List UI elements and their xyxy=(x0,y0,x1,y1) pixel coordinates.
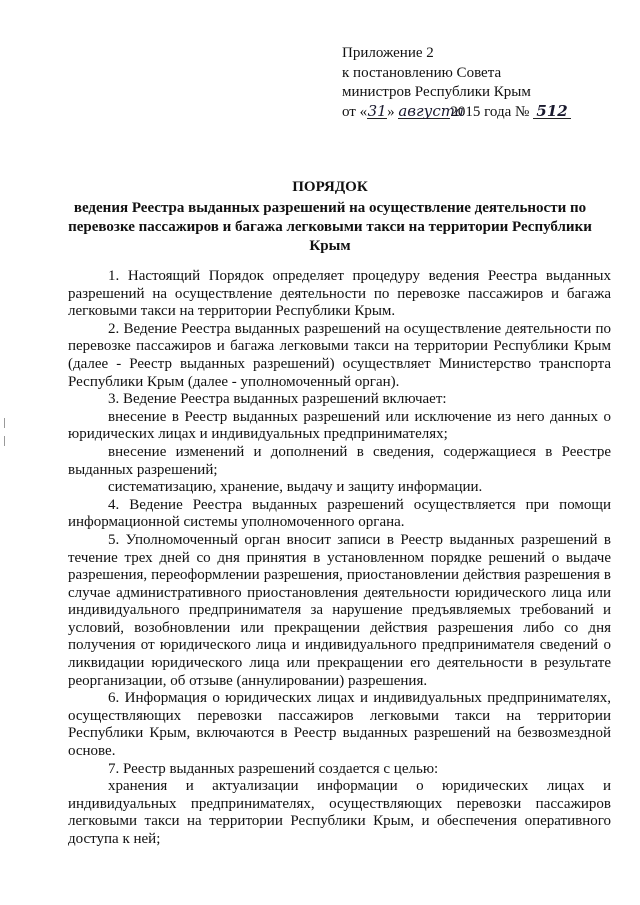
appendix-date-line xyxy=(342,103,632,123)
handwritten-number: 512 xyxy=(533,104,571,119)
title-sub: ведения Реестра выданных разрешений на осуществление деятельности по перевозке пассажиров и багажа легковыми такси на территории Республики Крым xyxy=(68,200,592,254)
scan-mark xyxy=(4,418,5,428)
title-main: ПОРЯДОК xyxy=(292,179,368,195)
appendix-line-3: министров Республики Крым xyxy=(342,84,531,100)
handwritten-day: 31 xyxy=(367,101,387,120)
paragraph: 4. Ведение Реестра выданных разрешений осуществляется при помощи информационной системы уполномоченного органа. xyxy=(68,496,611,531)
paragraph: 5. Уполномоченный орган вносит записи в Реестр выданных разрешений в течение трех дней со дня принятия в установленном порядке решений о выдаче разрешения, переоформлении разрешения, приостановлении действия разрешения в случае административного приостановления деятельности юридического лица или индивидуального предпринимателя за нарушение предъявляемых требований и условий, возобновлении или прекращении действия разрешения либо со дня получения от юридического лица и индивидуального предпринимателя сведений о ликвидации юридического лица или прекращении его деятельности в результате реорганизации, об отзыве (аннулировании) разрешения. xyxy=(68,531,611,689)
year-text: 2015 года № xyxy=(450,103,530,120)
appendix-header xyxy=(342,44,632,122)
appendix-line-2: к постановлению Совета xyxy=(342,64,502,81)
paragraph: 1. Настоящий Порядок определяет процедуру ведения Реестра выданных разрешений на осуществление деятельности по перевозке пассажиров и багажа легковыми такси на территории Республики Крым. xyxy=(68,268,611,320)
date-mid: » xyxy=(387,103,395,120)
document-body xyxy=(68,268,611,849)
appendix-line-1: Приложение 2 xyxy=(342,45,434,61)
scan-mark xyxy=(4,436,5,446)
paragraph: систематизацию, хранение, выдачу и защиту информации. xyxy=(108,479,483,496)
paragraph: 2. Ведение Реестра выданных разрешений на осуществление деятельности по перевозке пассажиров и багажа легковыми такси на территории Республики Крым (далее - Реестр выданных разрешений) осуществляет Министерство транспорта Республики Крым (далее - уполномоченный орган). xyxy=(68,320,611,390)
paragraph: 7. Реестр выданных разрешений создается с целью: xyxy=(108,760,439,777)
paragraph: 6. Информация о юридических лицах и индивидуальных предпринимателях, осуществляющих перевозки пассажиров легковыми такси на территории Республики Крым, включаются в Реестр выданных разрешений на безвозмездной основе. xyxy=(68,690,611,760)
date-prefix: от « xyxy=(342,103,368,120)
paragraph: 3. Ведение Реестра выданных разрешений включает: xyxy=(108,391,447,408)
paragraph: хранения и актуализации информации о юридических лицах и индивидуальных предпринимателях, осуществляющих перевозки пассажиров легковыми такси на территории Республики Крым, и обеспечения оперативного доступа к ней; xyxy=(68,778,611,847)
paragraph: внесение в Реестр выданных разрешений или исключение из него данных о юридических лицах и индивидуальных предпринимателях; xyxy=(68,408,611,443)
document-title xyxy=(60,178,600,256)
handwritten-month: августа xyxy=(398,101,464,120)
paragraph: внесение изменений и дополнений в сведения, содержащиеся в Реестре выданных разрешений; xyxy=(68,443,611,478)
